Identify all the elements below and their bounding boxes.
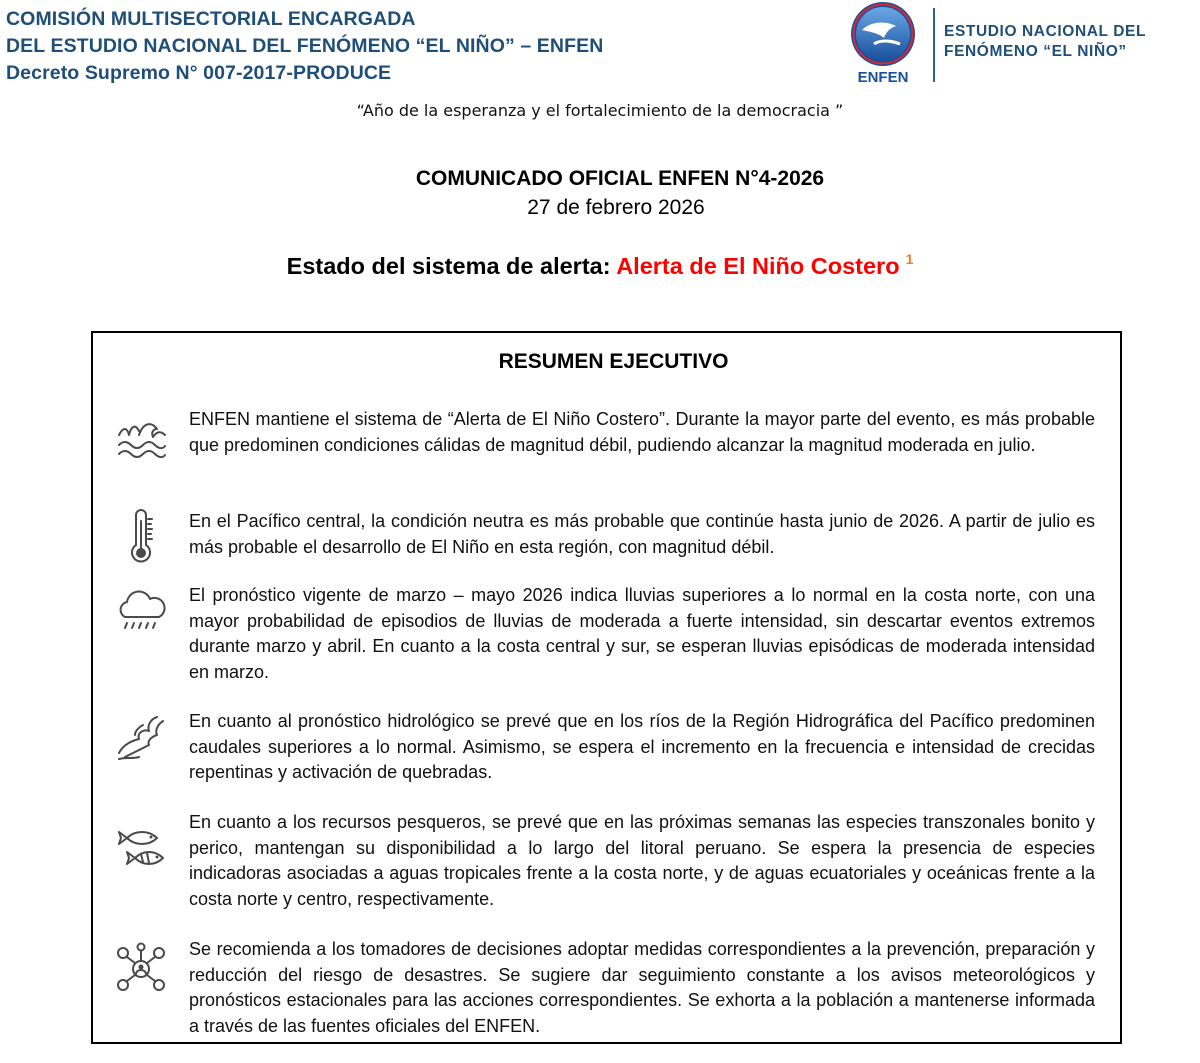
alert-value: Alerta de El Niño Costero [616, 253, 900, 279]
rain-cloud-icon [113, 583, 169, 639]
river-icon [113, 711, 169, 767]
organization-header [6, 6, 603, 87]
logo-divider [933, 8, 935, 82]
study-line-1: ESTUDIO NACIONAL DEL [944, 23, 1147, 40]
executive-summary [91, 331, 1122, 1044]
alert-status [0, 253, 1200, 280]
enfen-logo [840, 0, 926, 86]
waves-icon [113, 413, 169, 469]
summary-title: RESUMEN EJECUTIVO [498, 350, 729, 373]
network-people-icon [113, 941, 169, 997]
fish-icon [113, 822, 169, 878]
item-text: En cuanto a los recursos pesqueros, se prevé que en las próximas semanas las especies transzonales bonito y perico, mantengan su disponibilidad a lo largo del litoral peruano. Se espera la presencia de especies indicadoras asociadas a aguas tropicales frente a la costa norte, y de aguas ecuatoriales y oceánicas frente a la costa norte y centro, respectivamente. [189, 812, 1095, 909]
alert-label: Estado del sistema de alerta: [286, 253, 617, 279]
org-line-3: Decreto Supremo N° 007-2017-PRODUCE [6, 62, 392, 84]
item-text: El pronóstico vigente de marzo – mayo 2026 indica lluvias superiores a lo normal en la costa norte, con una mayor probabilidad de episodios de lluvias de moderada a fuerte intensidad, sin descartar eventos extremos durante marzo y abril. En cuanto a la costa central y sur, se esperan lluvias episódicas de moderada intensidad en marzo. [189, 585, 1095, 682]
item-text: En el Pacífico central, la condición neutra es más probable que continúe hasta junio de 2026. A partir de julio es más probable el desarrollo de El Niño en esta región, con magnitud débil. [189, 511, 1095, 557]
thermometer-icon [113, 509, 169, 565]
item-text: Se recomienda a los tomadores de decisiones adoptar medidas correspondientes a la prevención, preparación y reducción del riesgo de desastres. Se sugiere dar seguimiento constante a los avisos meteorológicos y pronósticos estacionales para las acciones correspondientes. Se exhorta a la población a mantenerse informada a través de las fuentes oficiales del ENFEN. [189, 939, 1095, 1036]
communique-date: 27 de febrero 2026 [527, 196, 705, 219]
org-line-1: COMISIÓN MULTISECTORIAL ENCARGADA [6, 8, 416, 30]
footnote-marker: 1 [905, 251, 914, 267]
item-text: ENFEN mantiene el sistema de “Alerta de El Niño Costero”. Durante la mayor parte del evento, es más probable que predominen condiciones cálidas de magnitud débil, pudiendo alcanzar la magnitud moderada en julio. [189, 409, 1095, 455]
communique-title: COMUNICADO OFICIAL ENFEN N°4-2026 [415, 167, 825, 190]
logo-label: ENFEN [857, 69, 909, 86]
study-header [944, 22, 1146, 62]
study-line-2: FENÓMENO “EL NIÑO” [944, 43, 1127, 60]
org-line-2: DEL ESTUDIO NACIONAL DEL FENÓMENO “EL NIÑO” – ENFEN [6, 35, 604, 57]
year-motto: “Año de la esperanza y el fortalecimiento de la democracia ” [356, 101, 844, 120]
item-text: En cuanto al pronóstico hidrológico se prevé que en los ríos de la Región Hidrográfica del Pacífico predominen caudales superiores a lo normal. Asimismo, se espera el incremento en la frecuencia e intensidad de crecidas repentinas y activación de quebradas. [189, 711, 1095, 782]
